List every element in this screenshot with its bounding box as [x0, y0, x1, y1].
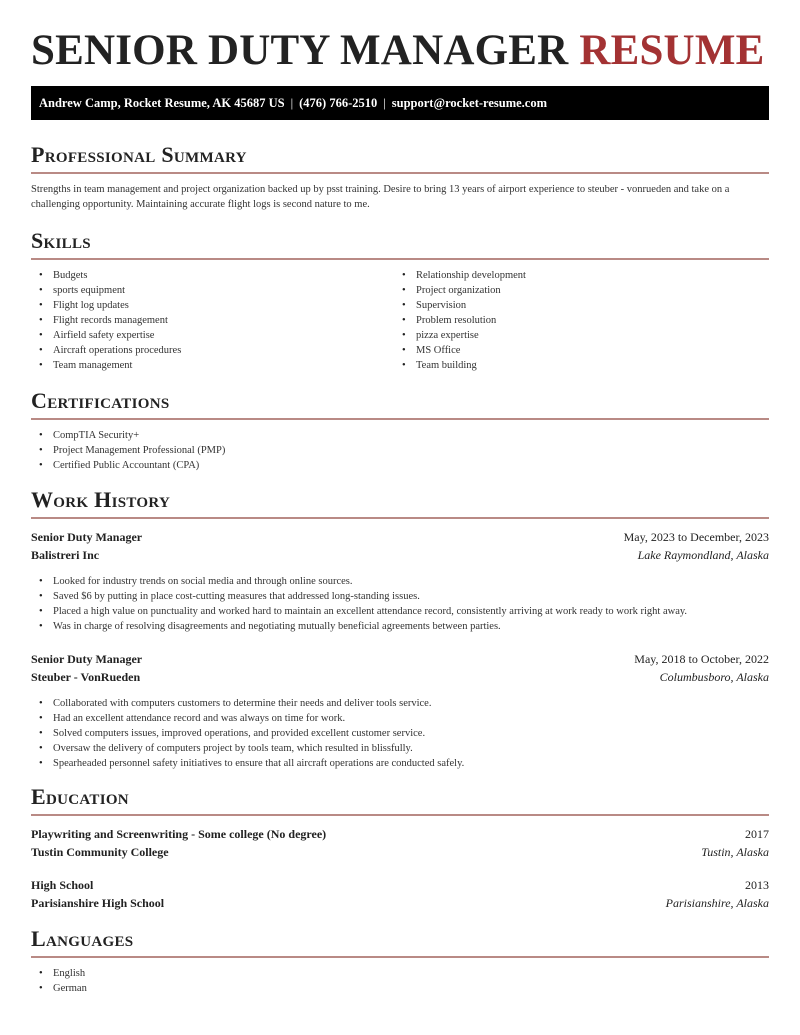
list-item: • Problem resolution: [394, 313, 757, 328]
list-item: • Relationship development: [394, 268, 757, 283]
work-history-section: [31, 487, 769, 771]
school-location: Parisianshire, Alaska: [665, 896, 769, 910]
skills-column-left: [31, 268, 394, 373]
school-name: Parisianshire High School: [31, 896, 165, 910]
school-location: Tustin, Alaska: [701, 845, 769, 859]
list-item: • Collaborated with computers customers to determine their needs and deliver tools service.: [31, 696, 769, 711]
title-accent: RESUME: [579, 27, 765, 74]
section-heading: Work History: [31, 487, 171, 512]
list-item: • Oversaw the delivery of computers project by tools team, which resulted in blissfully.: [31, 741, 769, 756]
list-item: • Spearheaded personnel safety initiatives to ensure that all aircraft operations are conducted safely.: [31, 756, 769, 771]
separator: |: [290, 96, 294, 110]
skills-grid: [31, 268, 769, 373]
list-item: • Had an excellent attendance record and was always on time for work.: [31, 711, 769, 726]
job-title: Senior Duty Manager: [31, 652, 143, 666]
graduation-year: 2013: [745, 878, 769, 892]
list-item: • Saved $6 by putting in place cost-cutting measures that addressed long-standing issues.: [31, 589, 769, 604]
certifications-section: [31, 388, 769, 473]
job-location: Lake Raymondland, Alaska: [637, 548, 769, 562]
title-main: SENIOR DUTY MANAGER: [31, 27, 569, 74]
skills-section: [31, 228, 769, 373]
graduation-year: 2017: [745, 827, 769, 841]
skills-list-left: [31, 268, 394, 373]
contact-phone: (476) 766-2510: [299, 96, 378, 110]
degree-row: [31, 825, 769, 843]
education-section: [31, 784, 769, 912]
job-bullets: [31, 696, 769, 771]
list-item: • German: [31, 981, 769, 996]
list-item: • CompTIA Security+: [31, 428, 769, 443]
section-heading: Education: [31, 784, 129, 809]
list-item: • Project Management Professional (PMP): [31, 443, 769, 458]
section-heading: Certifications: [31, 388, 170, 413]
list-item: • Flight records management: [31, 313, 394, 328]
list-item: • Airfield safety expertise: [31, 328, 394, 343]
section-divider: [31, 258, 769, 260]
list-item: • English: [31, 966, 769, 981]
section-divider: [31, 172, 769, 174]
job-location: Columbusboro, Alaska: [659, 670, 769, 684]
contact-bar: [31, 86, 769, 120]
skills-list-right: [394, 268, 757, 373]
separator: |: [383, 96, 386, 110]
list-item: • Supervision: [394, 298, 757, 313]
job-title-row: [31, 528, 769, 546]
section-heading: Professional Summary: [31, 142, 247, 167]
education-entry: [31, 825, 769, 861]
job-entry: [31, 650, 769, 771]
list-item: • Solved computers issues, improved operations, and provided excellent customer service.: [31, 726, 769, 741]
list-item: • Aircraft operations procedures: [31, 343, 394, 358]
school-name: Tustin Community College: [31, 845, 169, 859]
list-item: • pizza expertise: [394, 328, 757, 343]
job-company: Steuber - VonRueden: [31, 670, 141, 684]
section-heading: Skills: [31, 228, 91, 253]
skills-column-right: [394, 268, 757, 373]
list-item: • sports equipment: [31, 283, 394, 298]
job-company-row: [31, 668, 769, 686]
list-item: • MS Office: [394, 343, 757, 358]
certifications-list: [31, 428, 769, 473]
section-heading: Languages: [31, 926, 134, 951]
list-item: • Placed a high value on punctuality and worked hard to maintain an excellent attendance record, consistently arriving at work ready to work right away.: [31, 604, 769, 619]
list-item: • Looked for industry trends on social media and through online sources.: [31, 574, 769, 589]
job-bullets: [31, 574, 769, 634]
job-title: Senior Duty Manager: [31, 530, 143, 544]
professional-summary-section: [31, 142, 769, 212]
list-item: • Team management: [31, 358, 394, 373]
education-entry: [31, 876, 769, 912]
section-divider: [31, 814, 769, 816]
job-company-row: [31, 546, 769, 564]
languages-section: [31, 926, 769, 996]
section-divider: [31, 956, 769, 958]
job-title-row: [31, 650, 769, 668]
job-company: Balistreri Inc: [31, 548, 100, 562]
job-entry: [31, 528, 769, 634]
list-item: • Flight log updates: [31, 298, 394, 313]
job-dates: May, 2023 to December, 2023: [623, 530, 769, 544]
school-row: [31, 894, 769, 912]
languages-list: [31, 966, 769, 996]
contact-email: support@rocket-resume.com: [391, 96, 548, 110]
degree: High School: [31, 878, 94, 892]
page-title: [31, 0, 769, 76]
list-item: • Certified Public Accountant (CPA): [31, 458, 769, 473]
summary-text: Strengths in team management and project organization backed up by psst training. Desire to bring 13 years of airport experience to steuber - vonrueden and take on a challenging opportunity. Maintaining accurate flight logs is second nature to me.: [31, 184, 730, 210]
list-item: • Budgets: [31, 268, 394, 283]
school-row: [31, 843, 769, 861]
contact-address: Andrew Camp, Rocket Resume, AK 45687 US: [39, 96, 285, 110]
list-item: • Project organization: [394, 283, 757, 298]
degree: Playwriting and Screenwriting - Some college (No degree): [31, 827, 327, 841]
section-divider: [31, 517, 769, 519]
list-item: • Was in charge of resolving disagreements and negotiating mutually beneficial agreements between parties.: [31, 619, 769, 634]
job-dates: May, 2018 to October, 2022: [634, 652, 769, 666]
list-item: • Team building: [394, 358, 757, 373]
section-divider: [31, 418, 769, 420]
degree-row: [31, 876, 769, 894]
